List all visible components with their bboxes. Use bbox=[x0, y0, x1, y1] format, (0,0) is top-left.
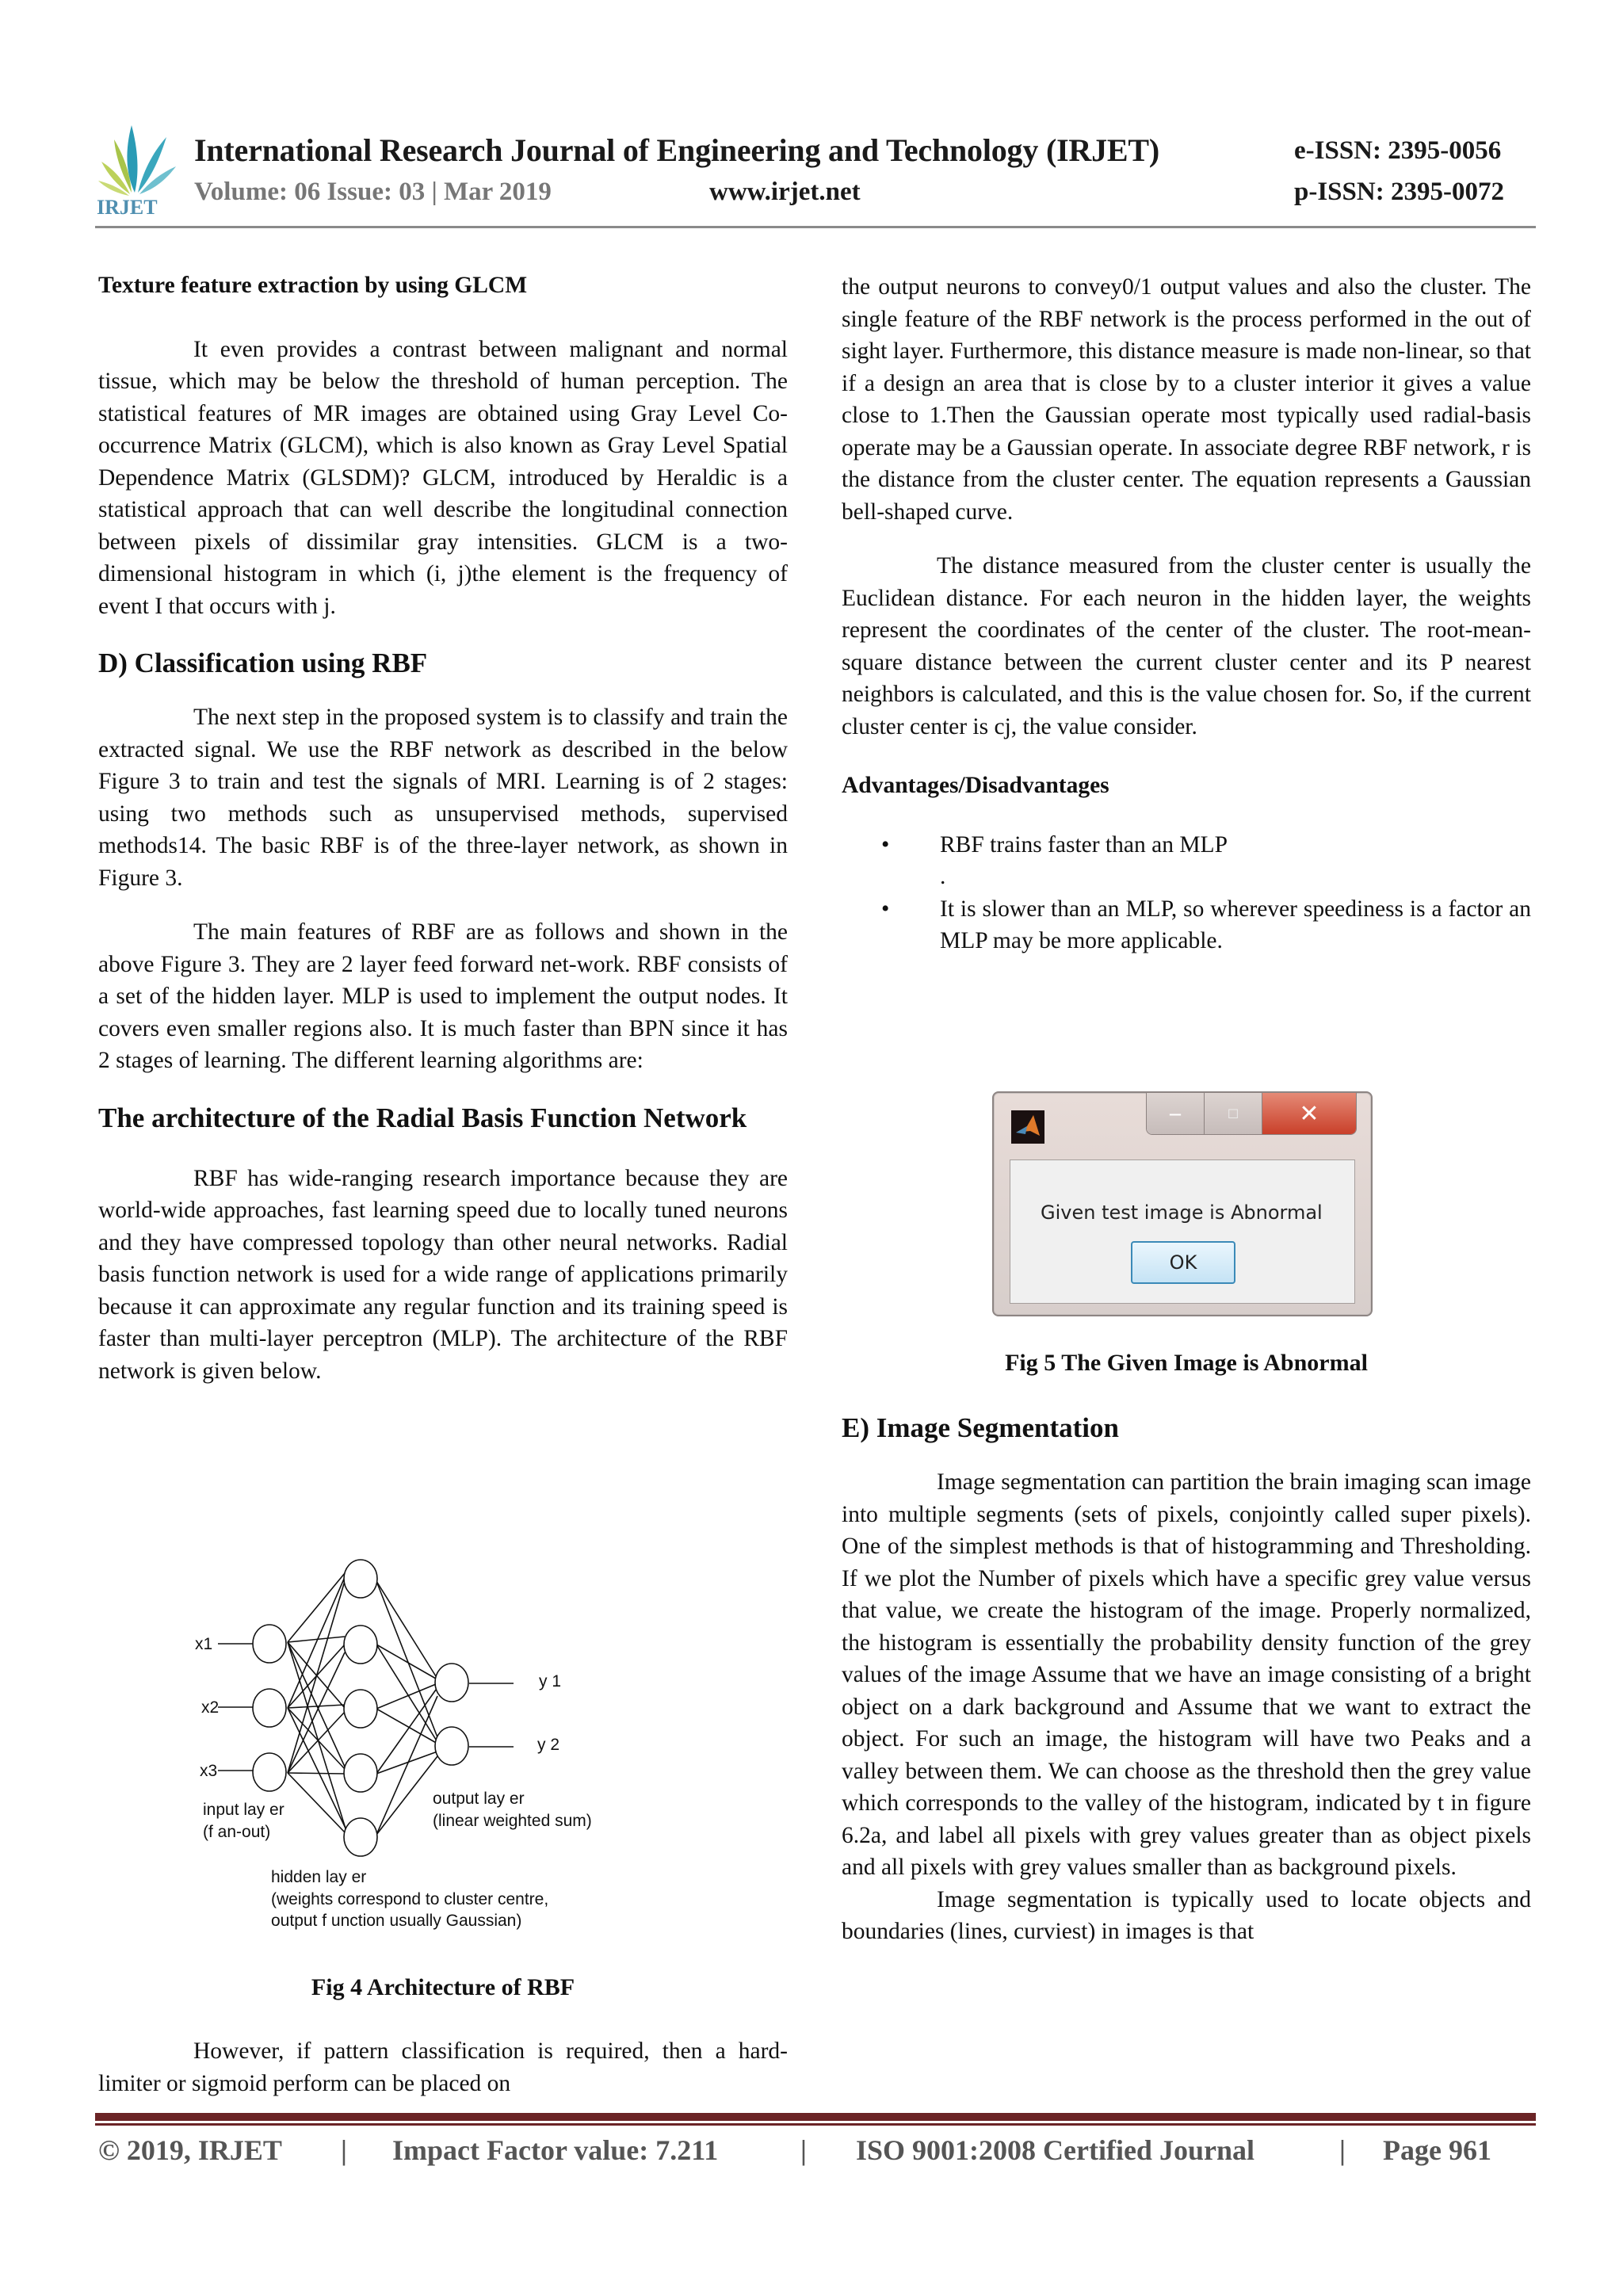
e-issn: e-ISSN: 2395-0056 bbox=[1294, 136, 1502, 165]
rbf-paragraph-1: The next step in the proposed system is to classify and train the extracted signal. We use the RBF network as described in the below Figure 3 to train and test the signals of MRI. Learning is of 2 stages: using two methods such as unsupervised methods, supervised methods14. The basic RBF is of the three-layer network, as shown in Figure 3. bbox=[98, 705, 788, 891]
however-paragraph-wrap bbox=[98, 2035, 788, 2099]
output-layer-sublabel: (linear weighted sum) bbox=[433, 1812, 592, 1830]
svg-text:IRJET: IRJET bbox=[97, 196, 158, 216]
footer-separator: | bbox=[1339, 2134, 1346, 2166]
dialog-message: Given test image is Abnormal bbox=[1041, 1201, 1323, 1224]
p-issn: p-ISSN: 2395-0072 bbox=[1294, 178, 1504, 206]
however-paragraph: However, if pattern classification is required, then a hard-limiter or sigmoid perform can be placed on bbox=[98, 2038, 788, 2096]
bullet-icon: • bbox=[881, 831, 890, 858]
rbf-architecture-diagram bbox=[182, 1553, 674, 1950]
footer-copyright: © 2019, IRJET bbox=[98, 2134, 282, 2166]
input-label-x3: x3 bbox=[200, 1762, 218, 1780]
figure-4-caption: Fig 4 Architecture of RBF bbox=[311, 1974, 575, 2000]
abnormal-result-dialog bbox=[992, 1091, 1373, 1316]
output-layer-label: output lay er bbox=[433, 1790, 525, 1808]
right-column bbox=[842, 271, 1531, 957]
matlab-icon bbox=[1011, 1110, 1044, 1144]
irjet-logo bbox=[94, 117, 181, 216]
glcm-paragraph: It even provides a contrast between malignant and normal tissue, which may be below the threshold of human perception. The statistical features of MR images are obtained using Gray Level Co-occurrence Matrix (GLCM), which is also known as Gray Level Spatial Dependence Matrix (GLSDM)? GLCM, introduced by Heraldic is a statistical approach that can well describe the longitudinal connection between pixels of dissimilar gray intensities. GLCM is a two-dimensional histogram in which (i, j)the element is the frequency of event I that occurs with j. bbox=[98, 336, 788, 619]
segmentation-heading: E) Image Segmentation bbox=[842, 1412, 1119, 1443]
hidden-layer-label: hidden lay er bbox=[271, 1868, 367, 1886]
footer-separator: | bbox=[341, 2134, 347, 2166]
segmentation-paragraph-2: Image segmentation is typically used to locate objects and boundaries (lines, curviest) in images is that bbox=[842, 1886, 1531, 1944]
output-label-y2: y 2 bbox=[537, 1736, 560, 1754]
minimize-button[interactable]: — bbox=[1147, 1093, 1205, 1134]
advantages-heading: Advantages/Disadvantages bbox=[842, 773, 1109, 798]
footer-impact-factor: Impact Factor value: 7.211 bbox=[392, 2134, 719, 2166]
close-button[interactable]: ✕ bbox=[1262, 1093, 1356, 1134]
list-item: • RBF trains faster than an MLP . bbox=[842, 829, 1531, 893]
stray-period: . bbox=[940, 864, 946, 889]
leaf-logo-icon bbox=[94, 117, 181, 216]
volume-issue: Volume: 06 Issue: 03 | Mar 2019 bbox=[194, 178, 552, 206]
hidden-layer-sublabel-1: (weights correspond to cluster centre, bbox=[271, 1890, 549, 1908]
input-label-x1: x1 bbox=[195, 1635, 213, 1653]
figure-5-caption: Fig 5 The Given Image is Abnormal bbox=[1005, 1350, 1368, 1376]
distance-paragraph: The distance measured from the cluster center is usually the Euclidean distance. For each neuron in the hidden layer, the weights represent the coordinates of the center of the cluster. The root-mean-square distance between the current cluster center and its P nearest neighbors is calculated, and this is the value chosen for. So, if the current cluster center is cj, the value consider. bbox=[842, 553, 1531, 739]
segmentation-paragraph-1: Image segmentation can partition the brain imaging scan image into multiple segments (sets of pixels, conjointly called super pixels). One of the simplest methods is that of histogramming and Thresholding. If we plot the Number of pixels which have a specific grey value versus that value, we create the histogram of the image. Properly normalized, the histogram is essentially the probability density function of the grey values of the image Assume that we have an image consisting of a bright object on a dark background and Assume that we want to extract the object. For such an image, the histogram will have two Peaks and a valley between them. We can choose as the threshold then the grey value which corresponds to the valley of the histogram, indicated by t in figure 6.2a, and label all pixels with grey values greater than as object pixels and all pixels with grey values smaller than as background pixels. bbox=[842, 1469, 1531, 1880]
list-item: • It is slower than an MLP, so wherever speediness is a factor an MLP may be more applicable. bbox=[842, 893, 1531, 957]
input-layer-label: input lay er bbox=[203, 1801, 285, 1819]
continuation-paragraph: the output neurons to convey0/1 output values and also the cluster. The single feature of the RBF network is the process performed in the out of sight layer. Furthermore, this distance measure is made non-linear, so that if a design an area that is close by to a cluster interior it gives a value close to 1.Then the Gaussian operate most typically used radial-basis operate may be a Gaussian operate. In associate degree RBF network, r is the distance from the cluster center. The equation represents a Gaussian bell-shaped curve. bbox=[842, 274, 1531, 525]
bullet-icon: • bbox=[881, 896, 890, 922]
advantages-list bbox=[842, 829, 1531, 957]
header-divider bbox=[95, 226, 1536, 228]
input-layer-sublabel: (f an-out) bbox=[203, 1823, 271, 1841]
footer-page-number: Page 961 bbox=[1383, 2134, 1491, 2166]
glcm-heading: Texture feature extraction by using GLCM bbox=[98, 273, 528, 298]
window-caption-buttons bbox=[1146, 1093, 1357, 1135]
left-column bbox=[98, 269, 788, 1387]
website-link[interactable]: www.irjet.net bbox=[709, 178, 861, 206]
dialog-body bbox=[1010, 1159, 1355, 1304]
maximize-button[interactable]: ☐ bbox=[1205, 1093, 1262, 1134]
footer-iso: ISO 9001:2008 Certified Journal bbox=[856, 2134, 1254, 2166]
footer-rule-thin bbox=[95, 2123, 1536, 2126]
architecture-paragraph: RBF has wide-ranging research importance because they are world-wide approaches, fast learning speed due to locally tuned neurons and they have compressed topology than other neural networks. Radial basis function network is used for a wide range of applications primarily because it can approximate any regular function and its training speed is faster than multi-layer perceptron (MLP). The architecture of the RBF network is given below. bbox=[98, 1165, 788, 1384]
architecture-heading: The architecture of the Radial Basis Function Network bbox=[98, 1102, 747, 1133]
journal-title: International Research Journal of Engineering and Technology (IRJET) bbox=[194, 132, 1160, 168]
segmentation-section bbox=[842, 1411, 1531, 1948]
hidden-layer-sublabel-2: output f unction usually Gaussian) bbox=[271, 1912, 522, 1930]
output-label-y1: y 1 bbox=[539, 1672, 562, 1690]
rbf-heading: D) Classification using RBF bbox=[98, 648, 428, 678]
rbf-paragraph-2: The main features of RBF are as follows and shown in the above Figure 3. They are 2 layer feed forward net-work. RBF consists of a set of the hidden layer. MLP is used to implement the output nodes. It covers even smaller regions also. It is much faster than BPN since it has 2 stages of learning. The different learning algorithms are: bbox=[98, 919, 788, 1073]
footer-separator: | bbox=[800, 2134, 807, 2166]
ok-button[interactable]: OK bbox=[1131, 1241, 1235, 1284]
input-label-x2: x2 bbox=[201, 1698, 220, 1717]
footer-rule bbox=[95, 2113, 1536, 2121]
